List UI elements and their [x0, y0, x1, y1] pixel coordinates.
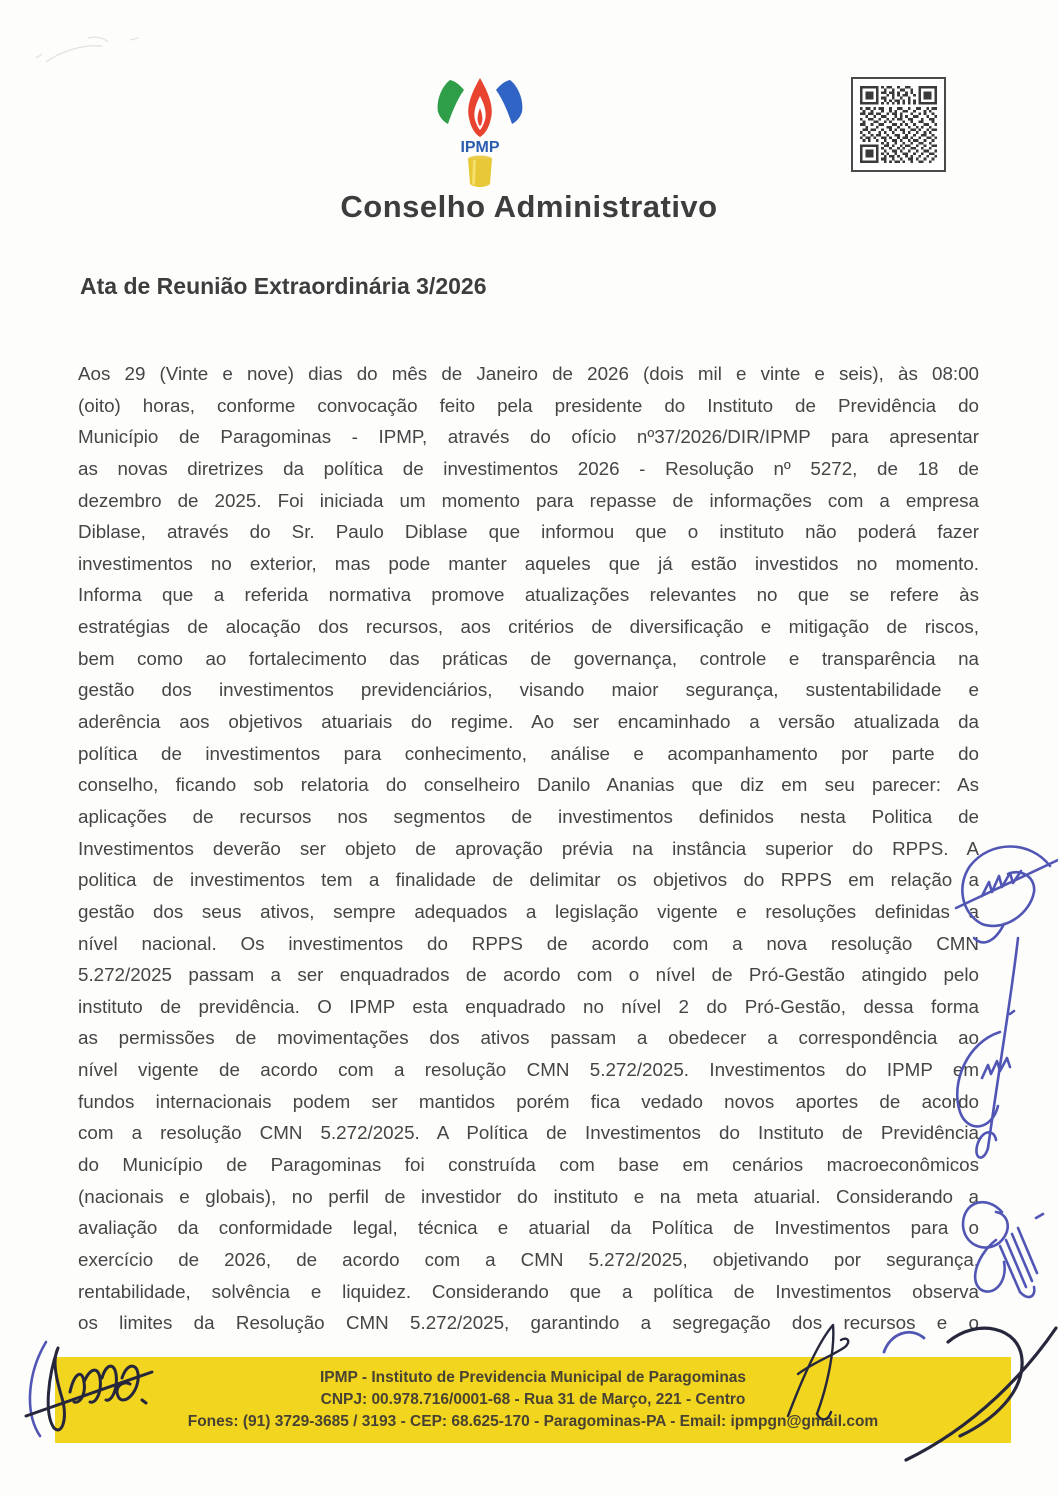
body-line: exercício de 2026, de acordo com a CMN 5.272/2025, objetivando por segurança, — [78, 1248, 979, 1270]
body-line: fundos internacionais podem ser mantidos porém fica vedado novos aportes de acordo — [78, 1090, 979, 1112]
body-line: nível vigente de acordo com a resolução CMN 5.272/2025. Investimentos do IPMP em — [78, 1059, 979, 1081]
footer-line: IPMP - Instituto de Previdencia Municipal de Paragominas — [319, 1369, 747, 1386]
body-line: dezembro de 2025. Foi iniciada um momento para repasse de informações com a empresa — [78, 489, 979, 511]
body-line: as permissões de movimentações dos ativos passam a obedecer a correspondência ao — [78, 1027, 979, 1049]
body-line: as novas diretrizes da política de investimentos 2026 - Resolução nº 5272, de 18 de — [78, 457, 979, 479]
body-line: Investimentos deverão ser objeto de aprovação prévia na instância superior do RPPS. A — [78, 837, 979, 859]
footer-line: CNPJ: 00.978.716/0001-68 - Rua 31 de Março, 221 - Centro — [320, 1390, 746, 1408]
body-line: política de investimentos para conhecimento, análise e acompanhamento por parte do — [78, 742, 979, 764]
footer-bar — [55, 1357, 1011, 1443]
qr-code — [851, 77, 946, 172]
document-subtitle: Ata de Reunião Extraordinária 3/2026 — [80, 273, 487, 299]
body-line: instituto de previdência. O IPMP esta enquadrado no nível 2 do Pró-Gestão, dessa forma — [78, 995, 979, 1017]
body-line: Diblase, através do Sr. Paulo Diblase que informou que o instituto não poderá fazer — [78, 521, 979, 543]
page-title: Conselho Administrativo — [340, 189, 718, 224]
pencil-smudge — [36, 37, 138, 62]
body-line: do Município de Paragominas foi construída com base em cenários macroeconômicos — [78, 1154, 979, 1176]
body-line: os limites da Resolução CMN 5.272/2025, garantindo a segregação dos recursos e o — [78, 1312, 979, 1334]
body-line: estratégias de alocação dos recursos, aos critérios de diversificação e mitigação de riscos, — [78, 616, 979, 638]
body-line: (oito) horas, conforme convocação feito pela presidente do Instituto de Previdência do — [78, 394, 979, 416]
body-line: nível nacional. Os investimentos do RPPS de acordo com a nova resolução CMN — [78, 932, 979, 954]
body-line: (nacionais e globais), no perfil de investidor do instituto e na meta atuarial. Considerando a — [78, 1185, 979, 1207]
body-line: com a resolução CMN 5.272/2025. A Política de Investimentos do Instituto de Previdência — [78, 1122, 979, 1144]
body-line: 5.272/2025 passam a ser enquadrados de acordo com o nível de Pró-Gestão atingido pelo — [78, 964, 979, 986]
body-line: conselho, ficando sob relatoria do conselheiro Danilo Ananias que diz em seu parecer: As — [78, 774, 979, 796]
body-line: aplicações de recursos nos segmentos de investimentos definidos nesta Politica de — [78, 805, 979, 827]
body-paragraph — [78, 358, 979, 1339]
body-line: avaliação da conformidade legal, técnica e atuarial da Política de Investimentos para o — [78, 1217, 979, 1239]
ipmp-logo-label: IPMP — [460, 139, 500, 156]
body-line: aderência aos objetivos atuariais do regime. Ao ser encaminhado a versão atualizada da — [78, 711, 979, 733]
body-line: bem como ao fortalecimento das práticas de governança, controle e transparência na — [78, 647, 979, 669]
body-line: Município de Paragominas - IPMP, através do ofício nº37/2026/DIR/IPMP para apresentar — [78, 426, 979, 448]
ipmp-logo-icon — [428, 76, 532, 186]
body-line: rentabilidade, solvência e liquidez. Considerando que a política de Investimentos observa — [78, 1280, 979, 1302]
body-line: gestão dos investimentos previdenciários, visando maior segurança, sustentabilidade e — [78, 679, 979, 701]
body-line: gestão dos seus ativos, sempre adequados a legislação vigente e resoluções definidas a — [78, 900, 979, 922]
footer-line: Fones: (91) 3729-3685 / 3193 - CEP: 68.625-170 - Paragominas-PA - Email: ipmpgn@gmail.com — [187, 1412, 879, 1430]
body-line: Aos 29 (Vinte e nove) dias do mês de Janeiro de 2026 (dois mil e vinte e seis), às 08:00 — [78, 363, 979, 384]
body-line: politica de investimentos tem a finalidade de delimitar os objetivos do RPPS em relação a — [78, 869, 979, 891]
body-line: Informa que a referida normativa promove atualizações relevantes no que se refere às — [78, 584, 979, 606]
body-line: investimentos no exterior, mas pode manter aqueles que já estão investidos no momento. — [78, 552, 979, 574]
